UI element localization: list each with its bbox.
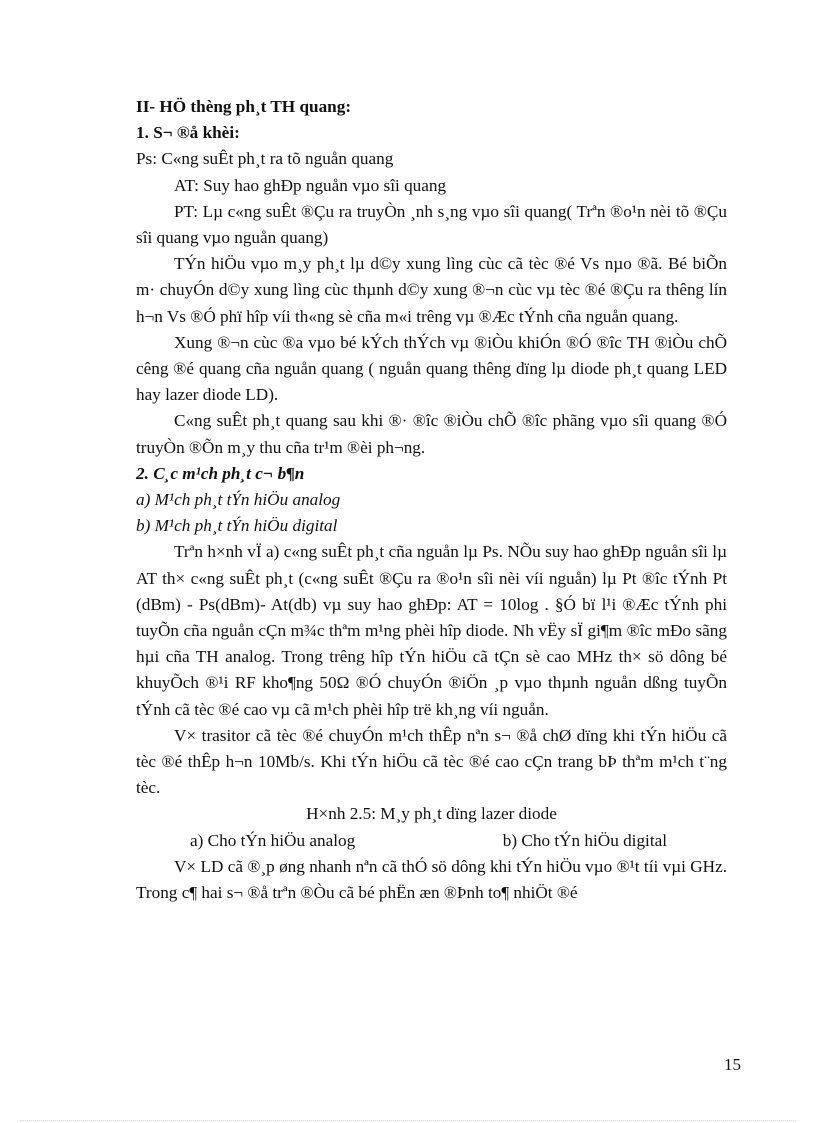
at-definition: AT: Suy hao ghÐp nguån vµo sîi quang xyxy=(174,175,447,195)
subcaption-b: b) Cho tÝn hiÖu digital xyxy=(502,830,667,850)
page-bottom-divider xyxy=(20,1120,796,1121)
subsection-heading-1: 1. S¬ ®å khèi: xyxy=(136,123,240,143)
paragraph-power: C«ng suÊt ph¸t quang sau khi ®· ®îc ®iÒu chÕ ®îc phãng vµo sîi quang ®Ó truyÒn ®Õn m¸y thu cña tr¹m ®èi ph¬ng. xyxy=(136,411,727,457)
figure-caption: H×nh 2.5: M¸y ph¸t dïng lazer diode xyxy=(306,804,557,824)
paragraph-pulse: Xung ®¬n cùc ®a vµo bé kÝch thÝch vµ ®iÒu khiÓn ®Ó ®îc TH ®iÒu chÕ cêng ®é quang cña nguån quang ( nguån quang thêng dïng lµ diode ph¸t quang LED hay lazer diode LD). xyxy=(136,332,727,405)
figure-subcaptions xyxy=(136,828,727,854)
ps-definition: Ps: C«ng suÊt ph¸t ra tõ nguån quang xyxy=(136,149,394,169)
list-item-b: b) M¹ch ph¸t tÝn hiÖu digital xyxy=(136,516,338,536)
list-item-a: a) M¹ch ph¸t tÝn hiÖu analog xyxy=(136,490,341,510)
page-content xyxy=(136,94,727,906)
paragraph-transistor: V× trasitor cã tèc ®é chuyÓn m¹ch thÊp nªn s¬ ®å chØ dïng khi tÝn hiÖu cã tèc ®é thÊp h¬n 10Mb/s. Khi tÝn hiÖu cã tèc ®é cao cÇn trang bÞ thªm m¹ch t¨ng tèc. xyxy=(136,725,727,798)
paragraph-ld: V× LD cã ®¸p øng nhanh nªn cã thÓ sö dông khi tÝn hiÖu vµo ®¹t tíi vµi GHz. Trong c¶ hai s¬ ®å trªn ®Òu cã bé phËn æn ®Þnh to¶ nhiÖt ®é xyxy=(136,856,727,903)
pt-definition: PT: Lµ c«ng suÊt ®Çu ra truyÒn ¸nh s¸ng vµo sîi quang( Trªn ®o¹n nèi tõ ®Çu sîi quang vµo nguån quang) xyxy=(136,201,727,248)
paragraph-signal: TÝn hiÖu vµo m¸y ph¸t lµ d©y xung lìng cùc cã tèc ®é Vs nµo ®ã. Bé biÕn m· chuyÓn d©y xung lìng cùc thµnh d©y xung ®¬n cùc vµ tèc ®é ®Çu ra thêng lín h¬n Vs ®Ó phï hîp víi th«ng sè cña m«i trêng vµ ®Æc tÝnh cña nguån quang. xyxy=(136,254,727,326)
subcaption-a: a) Cho tÝn hiÖu analog xyxy=(190,830,356,850)
subsection-heading-2: 2. C¸c m¹ch ph¸t c¬ b¶n xyxy=(136,463,305,483)
paragraph-analog: Trªn h×nh vÏ a) c«ng suÊt ph¸t cña nguån lµ Ps. NÕu suy hao ghÐp nguån sîi lµ AT th× c«ng suÊt ph¸t (c«ng suÊt ®Çu ra ®o¹n sîi nèi víi nguån) lµ Pt ®îc tÝnh Pt (dBm) - Ps(dBm)- At(db) vµ suy hao ghÐp: AT = 10log . §Ó bï l¹i ®Æc tÝnh phi tuyÕn cña nguån cÇn m¾c thªm m¹ng phèi hîp diode. Nh vËy sÏ gi¶m ®îc mÐo sãng hµi cña TH analog. Trong trêng hîp tÝn hiÖu cã tÇn sè cao MHz th× sö dông bé khuyÕch ®¹i RF kho¶ng 50Ω ®Ó chuyÓn ®iÖn ¸p vµo thµnh nguån dßng tuyÕn tÝnh cã tèc ®é cao vµ cã m¹ch phèi hîp trë kh¸ng víi nguån. xyxy=(136,542,727,719)
page-number: 15 xyxy=(724,1055,741,1074)
section-heading: II- HÖ thèng ph¸t TH quang: xyxy=(136,97,352,116)
